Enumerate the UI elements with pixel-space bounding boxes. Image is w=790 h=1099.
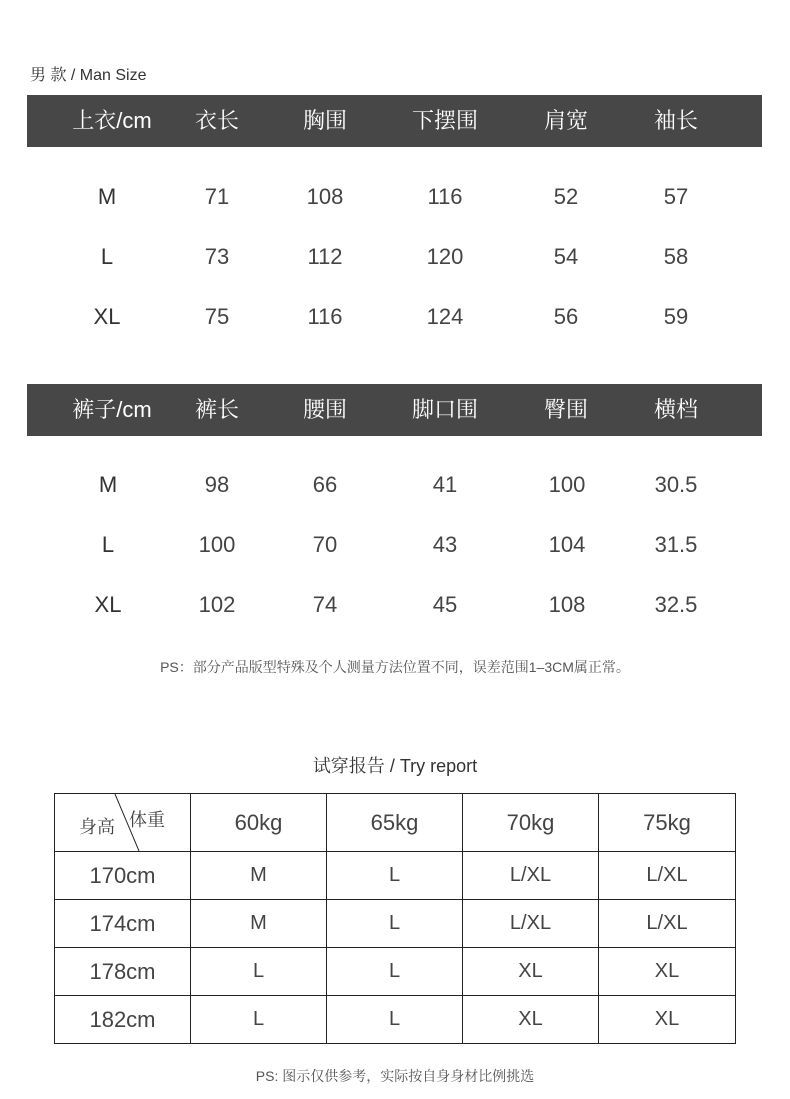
table-cell: 30.5 xyxy=(654,472,698,497)
size-cell: XL xyxy=(599,948,736,996)
tops-row-xl xyxy=(27,297,762,337)
table-cell: 74 xyxy=(312,592,338,617)
pants-header-hip: 臀围 xyxy=(543,397,589,422)
tops-row-l xyxy=(27,237,762,277)
pants-row-xl xyxy=(27,585,762,625)
weight-axis-label: 体重 xyxy=(129,810,165,830)
try-report-table xyxy=(54,793,736,1044)
table-cell: 73 xyxy=(204,244,230,269)
measurement-note: PS：部分产品版型特殊及个人测量方法位置不同，误差范围1–3CM属正常。 xyxy=(160,659,630,675)
height-cell: 178cm xyxy=(55,948,191,996)
table-cell: 31.5 xyxy=(654,532,698,557)
table-cell: 57 xyxy=(663,184,689,209)
tops-header-length: 衣长 xyxy=(194,108,240,133)
section-label: 男 款 / Man Size xyxy=(30,67,147,84)
table-cell: 116 xyxy=(307,304,343,329)
height-cell: 182cm xyxy=(55,996,191,1044)
pants-row-l xyxy=(27,525,762,565)
try-report-header-row xyxy=(55,794,736,852)
table-cell: 66 xyxy=(312,472,338,497)
table-cell: 108 xyxy=(306,184,344,209)
size-label: XL xyxy=(94,592,122,617)
pants-header-crotch: 横档 xyxy=(653,397,699,422)
pants-row-m xyxy=(27,465,762,505)
weight-header: 60kg xyxy=(191,794,327,852)
size-cell: L/XL xyxy=(599,900,736,948)
table-cell: 104 xyxy=(548,532,586,557)
table-cell: 124 xyxy=(426,304,464,329)
tops-header-sleeve: 袖长 xyxy=(653,108,699,133)
size-cell: XL xyxy=(599,996,736,1044)
size-cell: L xyxy=(327,948,463,996)
tops-row-m xyxy=(27,177,762,217)
size-label: L xyxy=(101,532,115,557)
size-cell: L/XL xyxy=(463,852,599,900)
try-report-title: 试穿报告 / Try report xyxy=(312,756,478,776)
size-label: L xyxy=(100,244,114,269)
corner-cell xyxy=(55,794,191,852)
table-cell: 59 xyxy=(663,304,689,329)
height-cell: 170cm xyxy=(55,852,191,900)
table-cell: 52 xyxy=(553,184,579,209)
size-cell: L xyxy=(327,996,463,1044)
size-cell: L xyxy=(191,948,327,996)
size-cell: L/XL xyxy=(463,900,599,948)
size-cell: M xyxy=(191,852,327,900)
size-cell: M xyxy=(191,900,327,948)
pants-header-leg-opening: 脚口围 xyxy=(411,397,479,422)
pants-header-length: 裤长 xyxy=(194,397,240,422)
table-row xyxy=(55,852,736,900)
pants-header-waist: 腰围 xyxy=(302,397,348,422)
table-cell: 41 xyxy=(432,472,458,497)
table-cell: 120 xyxy=(426,244,464,269)
size-cell: L xyxy=(327,900,463,948)
diagonal-divider xyxy=(55,794,191,851)
size-label: XL xyxy=(93,304,121,329)
pants-header-bar xyxy=(27,384,762,436)
table-cell: 112 xyxy=(307,244,343,269)
table-cell: 116 xyxy=(427,184,463,209)
table-cell: 98 xyxy=(204,472,230,497)
size-cell: XL xyxy=(463,996,599,1044)
table-cell: 45 xyxy=(432,592,458,617)
table-cell: 100 xyxy=(198,532,236,557)
weight-header: 70kg xyxy=(463,794,599,852)
weight-header: 65kg xyxy=(327,794,463,852)
size-cell: L/XL xyxy=(599,852,736,900)
table-cell: 100 xyxy=(548,472,586,497)
tops-header-hem: 下摆围 xyxy=(411,108,479,133)
table-row xyxy=(55,900,736,948)
size-cell: L xyxy=(191,996,327,1044)
table-cell: 70 xyxy=(312,532,338,557)
size-label: M xyxy=(98,472,118,497)
table-cell: 56 xyxy=(553,304,579,329)
table-row xyxy=(55,948,736,996)
size-cell: XL xyxy=(463,948,599,996)
table-cell: 32.5 xyxy=(654,592,698,617)
table-cell: 102 xyxy=(198,592,236,617)
size-label: M xyxy=(97,184,117,209)
table-cell: 71 xyxy=(204,184,230,209)
height-cell: 174cm xyxy=(55,900,191,948)
table-cell: 108 xyxy=(548,592,586,617)
weight-header: 75kg xyxy=(599,794,736,852)
height-axis-label: 身高 xyxy=(79,817,115,837)
tops-header-shoulder: 肩宽 xyxy=(543,108,589,133)
table-cell: 75 xyxy=(204,304,230,329)
table-cell: 58 xyxy=(663,244,689,269)
table-row xyxy=(55,996,736,1044)
tops-header-bar xyxy=(27,95,762,147)
table-cell: 54 xyxy=(553,244,579,269)
tops-header-category: 上衣/cm xyxy=(72,108,152,133)
table-cell: 43 xyxy=(432,532,458,557)
size-cell: L xyxy=(327,852,463,900)
pants-header-category: 裤子/cm xyxy=(72,397,152,422)
tops-header-chest: 胸围 xyxy=(302,108,348,133)
reference-note: PS: 图示仅供参考，实际按自身身材比例挑选 xyxy=(255,1068,535,1084)
